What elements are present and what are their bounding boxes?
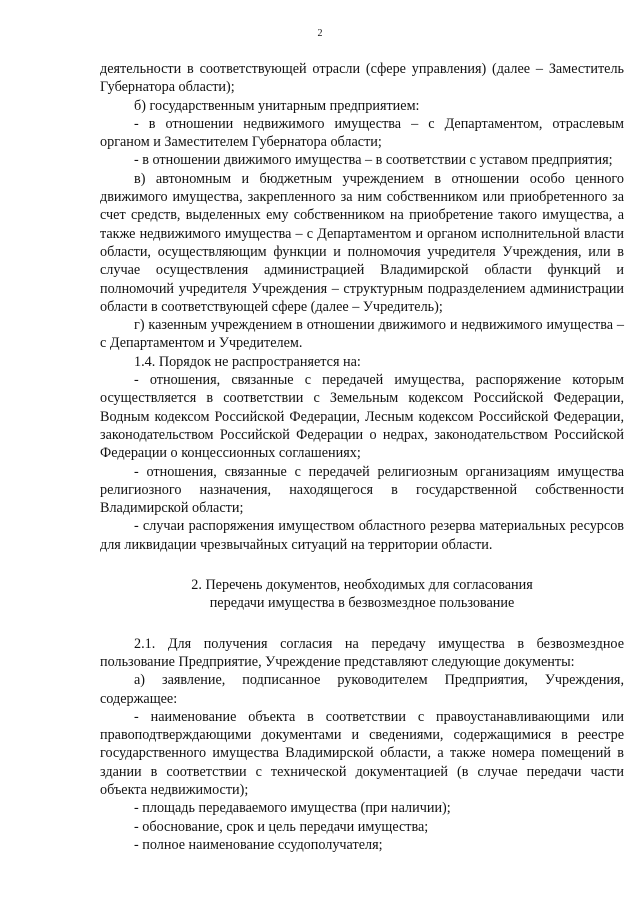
paragraph: б) государственным унитарным предприятием: <box>134 97 420 114</box>
paragraph: 2.1. Для получения согласия на передачу имущества в безвозмездное пользование Предприятие, Учреждение представляют следующие документы: <box>100 635 624 670</box>
section-heading-line: 2. Перечень документов, необходимых для согласования <box>191 577 533 594</box>
paragraph: - полное наименование ссудополучателя; <box>134 836 383 853</box>
paragraph: - случаи распоряжения имуществом областного резерва материальных ресурсов для ликвидации чрезвычайных ситуаций на территории области. <box>100 518 624 553</box>
paragraph: - в отношении движимого имущества – в соответствии с уставом предприятия; <box>134 152 613 169</box>
paragraph: - площадь передаваемого имущества (при наличии); <box>134 800 451 817</box>
section-heading-line: передачи имущества в безвозмездное пользование <box>209 595 515 612</box>
paragraph: - обоснование, срок и цель передачи имущества; <box>134 818 429 835</box>
paragraph: - отношения, связанные с передачей религиозным организациям имущества религиозного назначения, находящегося в государственной собственности Владимирской области; <box>100 463 624 517</box>
section-heading <box>100 576 624 613</box>
paragraph: - отношения, связанные с передачей имущества, распоряжение которым осуществляется в соответствии с Земельным кодексом Российской Федерации, Водным кодексом Российской Федерации, Лесным кодексом Российской Федерации, законодательством Российской Федерации о недрах, законодательством Российской Федерации о концессионных соглашениях; <box>100 372 624 462</box>
paragraph: - в отношении недвижимого имущества – с Департаментом, отраслевым органом и Заместителем Губернатора области; <box>100 115 624 151</box>
document-body <box>100 60 624 854</box>
paragraph: г) казенным учреждением в отношении движимого и недвижимого имущества – с Департаментом и Учредителем. <box>100 317 624 352</box>
paragraph: а) заявление, подписанное руководителем Предприятия, Учреждения, содержащее: <box>100 672 624 707</box>
paragraph: 1.4. Порядок не распространяется на: <box>134 353 361 370</box>
paragraph: - наименование объекта в соответствии с правоустанавливающими или правоподтверждающими документами и сведениями, содержащимися в реестре государственного имущества Владимирской области, а также номера помещений в здании в соответствии с технической документацией (в случае передачи части объекта недвижимости); <box>100 708 624 798</box>
paragraph: деятельности в соответствующей отрасли (сфере управления) (далее – Заместитель Губернатора области); <box>100 61 624 96</box>
page-number: 2 <box>317 28 323 39</box>
paragraph: в) автономным и бюджетным учреждением в отношении особо ценного движимого имущества, закрепленного за ним собственником или приобретенного за счет средств, выделенных ему собственником на приобретение такого имущества, а также недвижимого имущества – с Департаментом и органом исполнительной власти области, осуществляющим функции и полномочия учредителя Учреждения, или в случае осуществления администрацией Владимирской области функций и полномочий учредителя Учреждения – структурным подразделением администрации области в соответствующей сфере (далее – Учредитель); <box>100 170 624 315</box>
